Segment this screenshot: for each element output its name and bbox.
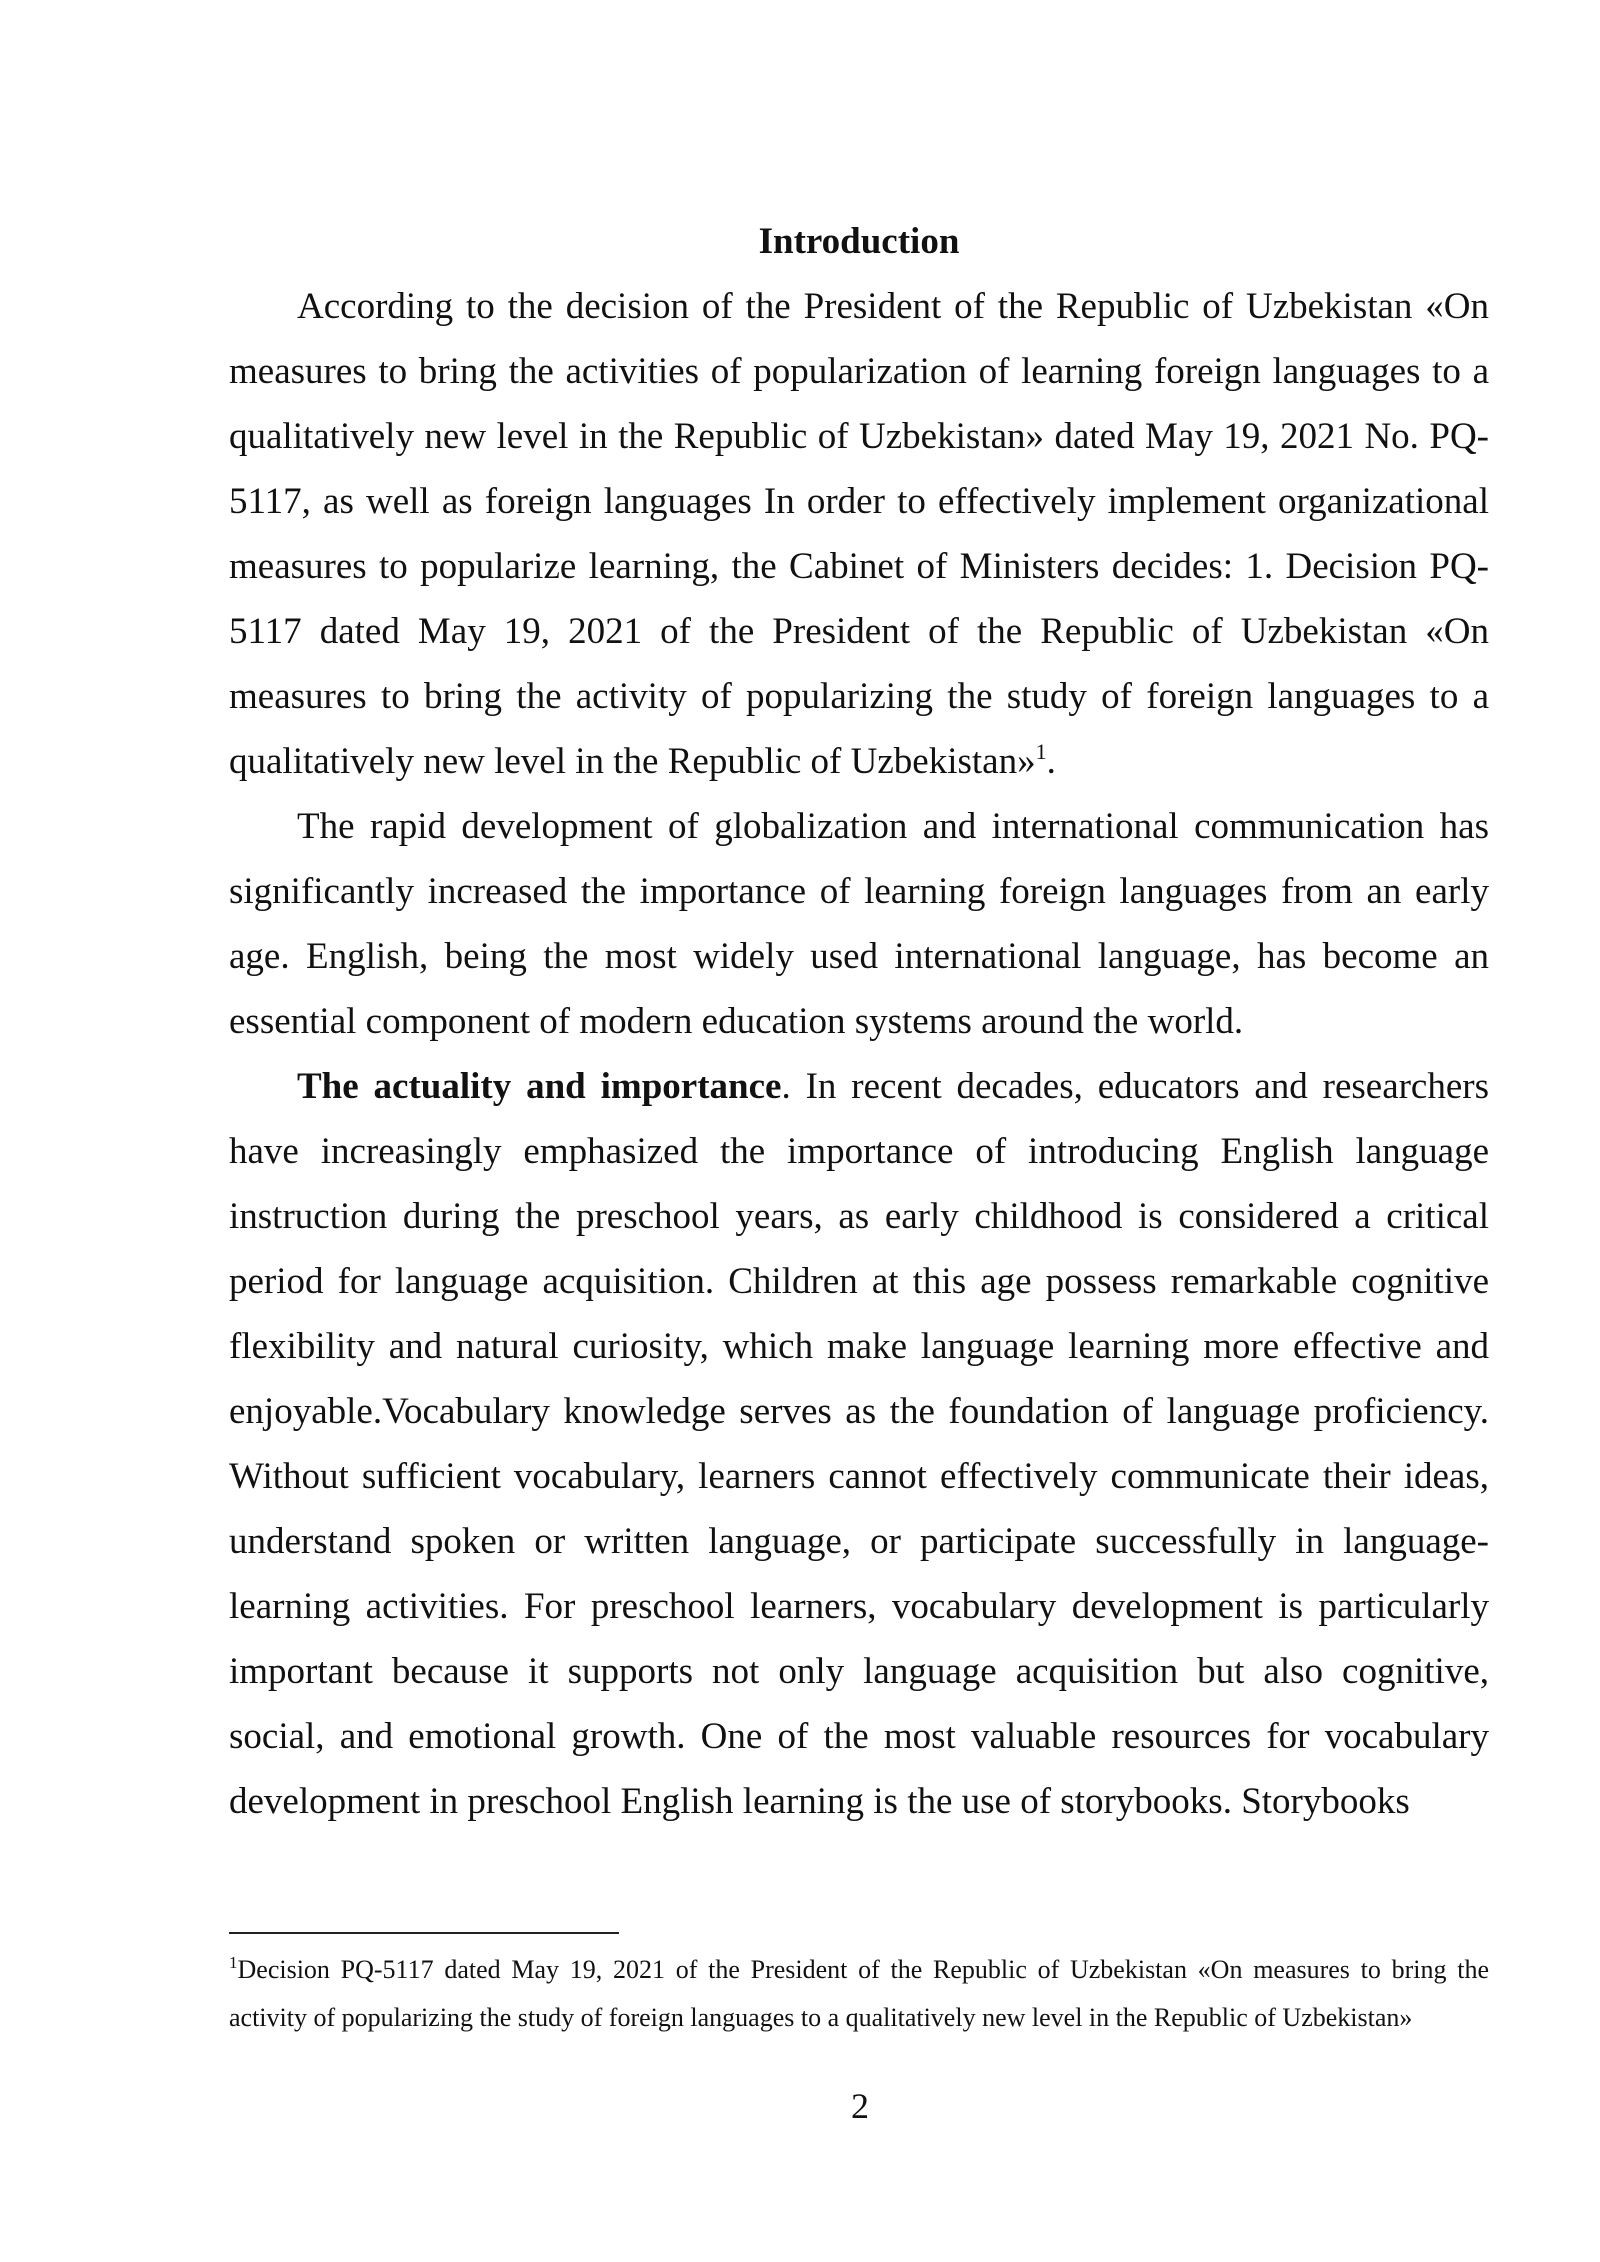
footnote-separator [229, 1932, 619, 1934]
paragraph-decision-text: According to the decision of the President of the Republic of Uzbekistan «On measures to bring the activities of popularization of learning foreign languages to a qualitatively new level in the Republic of Uzbekistan» dated May 19, 2021 No. PQ-5117, as well as foreign languages In order to effectively implement organizational measures to popularize learning, the Cabinet of Ministers decides: 1. Decision PQ-5117 dated May 19, 2021 of the President of the Republic of Uzbekistan «On measures to bring the activity of popularizing the study of foreign languages to a qualitatively new level in the Republic of [229, 286, 1489, 782]
actuality-lead: The actuality and importance [297, 1066, 782, 1107]
footnote-marker: 1 [229, 1953, 238, 1972]
paragraph-decision [229, 274, 1489, 794]
footnote-text: Decision PQ-5117 dated May 19, 2021 of the President of the Republic of Uzbekistan «On measures to bring the activity of popularizing the study of foreign languages to a qualitatively new level in the Republic of Uzbekistan» [229, 1955, 1489, 2032]
paragraph-decision-tail: Uzbekistan» [850, 741, 1036, 782]
body-text [229, 274, 1489, 1834]
paragraph-actuality [229, 1054, 1489, 1834]
paragraph-decision-tail-group [851, 741, 1056, 782]
section-heading: Introduction [758, 221, 960, 262]
paragraph-globalization: The rapid development of globalization and international communication has significantly increased the importance of learning foreign languages from an early age. English, being the most widely used international language, has become an essential component of modern education systems around the world. [229, 806, 1489, 1042]
footnote-reference[interactable]: 1 [1035, 739, 1047, 764]
page-number: 2 [851, 2086, 869, 2126]
footnote [229, 1946, 1489, 2042]
paragraph-decision-end: . [1046, 741, 1056, 782]
paragraph-actuality-text: . In recent decades, educators and researchers have increasingly emphasized the importance of introducing English language instruction during the preschool years, as early childhood is considered a critical period for language acquisition. Children at this age possess remarkable cognitive flexibility and natural curiosity, which make language learning more effective and enjoyable.Vocabulary knowledge serves as the foundation of language proficiency. Without sufficient vocabulary, learners cannot effectively communicate their ideas, understand spoken or written language, or participate successfully in language-learning activities. For preschool learners, vocabulary development is particularly important because it supports not only language acquisition but also cognitive, social, and emotional growth. One of the most valuable resources for vocabulary development in preschool English learning is the use of storybooks. Storybooks [229, 1066, 1490, 1822]
